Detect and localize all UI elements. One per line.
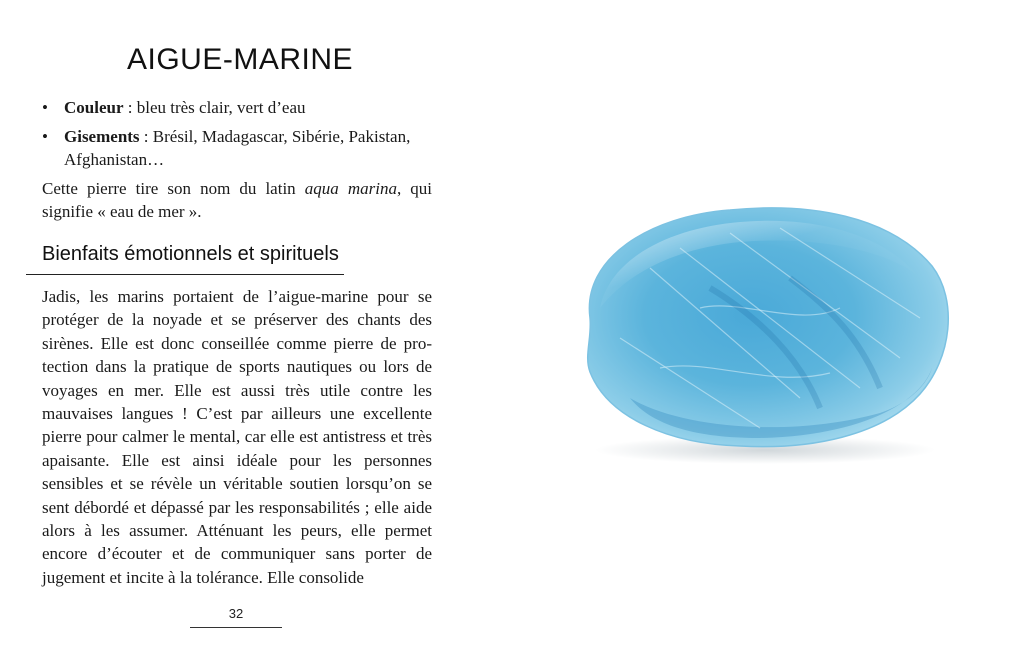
fact-text: : Brésil, Madagascar, Sibérie, Pakistan, Afghanistan… bbox=[64, 127, 411, 169]
fact-color bbox=[42, 96, 432, 119]
fact-deposits bbox=[42, 125, 432, 171]
aquamarine-stone-image bbox=[560, 188, 960, 468]
fact-label: Couleur bbox=[64, 98, 124, 117]
fact-text: : bleu très clair, vert d’eau bbox=[123, 98, 306, 117]
facts-list bbox=[42, 96, 432, 171]
section-rule bbox=[26, 274, 344, 275]
bullet-icon: • bbox=[42, 98, 48, 117]
fact-label: Gisements bbox=[64, 127, 140, 146]
intro-after: , qui signifie « eau de mer ». bbox=[42, 179, 433, 221]
text-column bbox=[42, 40, 432, 606]
body-paragraph: Jadis, les marins portaient de l’aigue-marine pour se protéger de la noyade et se préserver des chants des sirènes. Elle est donc conseillée comme pierre de protection dans la pratique de sports nautiques ou lors de voyages en mer. Elle est aussi très utile contre les mauvaises langues ! C’est par ailleurs une excellente pierre pour calmer le mental, car elle est antistress et très apaisante. Elle est ainsi idéale pour les personnes sensibles et se révèle un véritable soutien lorsqu’on se sent débordé et dépassé par les responsabilités ; elle aide alors à les assumer. Atténuant les peurs, elle permet encore d’écouter et de communiquer sans porter de jugement et incite à la tolérance. Elle consolide bbox=[42, 287, 432, 587]
intro-before: Cette pierre tire son nom du latin bbox=[42, 179, 305, 198]
section-heading-text: Bienfaits émotionnels et spirituels bbox=[42, 243, 339, 265]
page-title: AIGUE-MARINE bbox=[126, 43, 354, 76]
intro-latin: aqua marina bbox=[304, 179, 397, 198]
page-number: 32 bbox=[190, 606, 282, 628]
section-heading bbox=[42, 241, 432, 273]
intro-paragraph bbox=[42, 177, 432, 223]
bullet-icon: • bbox=[42, 127, 48, 146]
